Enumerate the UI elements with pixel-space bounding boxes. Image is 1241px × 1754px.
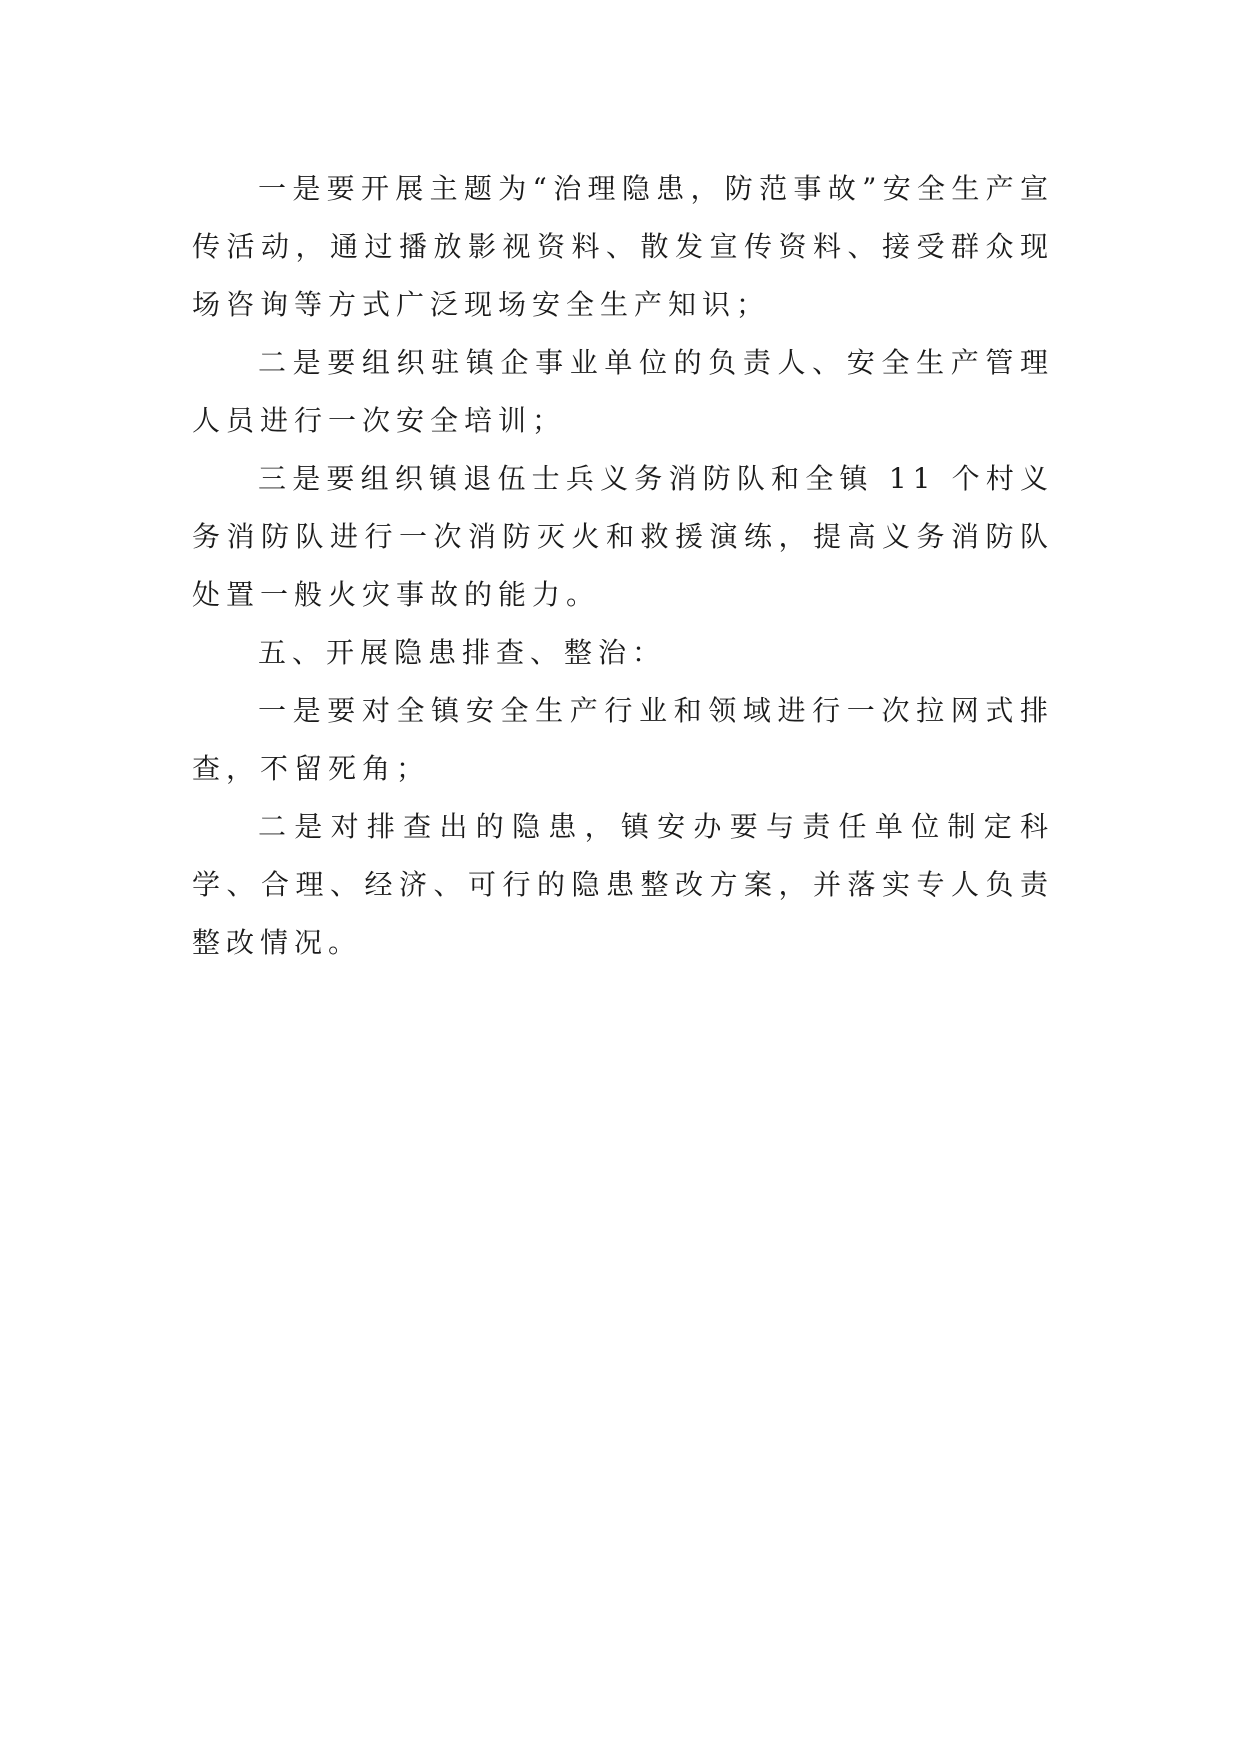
paragraph-safety-training: 二是要组织驻镇企事业单位的负责人、安全生产管理人员进行一次安全培训； [192, 346, 1054, 437]
paragraph-fire-drill: 三是要组织镇退伍士兵义务消防队和全镇 11 个村义务消防队进行一次消防灭火和救援演练，提高义务消防队处置一般火灾事故的能力。 [192, 462, 1054, 611]
document-page [192, 160, 1054, 972]
section-heading-hazard-inspection: 五、开展隐患排查、整治： [258, 636, 667, 669]
paragraph-inspection-sweep: 一是要对全镇安全生产行业和领域进行一次拉网式排查，不留死角； [192, 694, 1054, 785]
paragraph-rectification-plan: 二是对排查出的隐患，镇安办要与责任单位制定科学、合理、经济、可行的隐患整改方案，并落实专人负责整改情况。 [192, 810, 1054, 959]
paragraph-promotion-activity: 一是要开展主题为“治理隐患，防范事故”安全生产宣传活动，通过播放影视资料、散发宣传资料、接受群众现场咨询等方式广泛现场安全生产知识； [192, 172, 1054, 321]
